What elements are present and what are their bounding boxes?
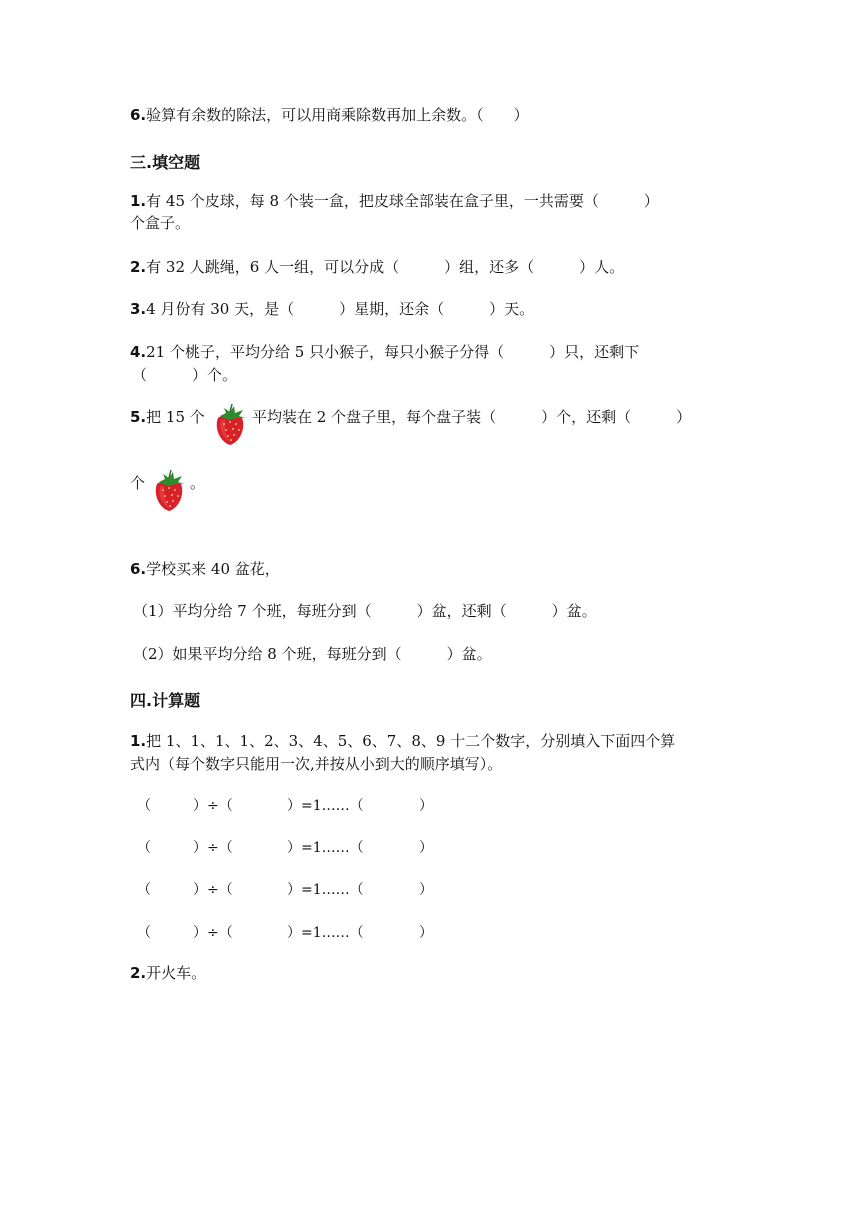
question-number: 2.: [130, 258, 147, 276]
fill-question-5-part1: [130, 406, 205, 428]
question-text: 学校买来 40 盆花，: [146, 560, 280, 578]
fill-question-5-part4: 。: [190, 474, 206, 492]
close-paren: ）: [419, 925, 433, 941]
question-number: 3.: [130, 300, 147, 318]
question-text: 4 月份有 30 天，是（ ）星期，还余（ ）天。: [146, 300, 535, 318]
equals-remainder: ）=1……（: [287, 925, 364, 941]
fill-question-6-sub-2: （2）如果平均分给 8 个班，每班分到（ ）盆。: [133, 645, 492, 663]
question-number: 1.: [130, 732, 147, 750]
fill-question-1: [130, 190, 659, 212]
equals-remainder: ）=1……（: [287, 798, 364, 814]
divide-sign: ）÷（: [193, 840, 233, 856]
equals-remainder: ）=1……（: [287, 882, 364, 898]
fill-question-6: [130, 558, 280, 580]
section-heading-fill: 三.填空题: [130, 153, 201, 172]
strawberry-icon: [151, 470, 187, 512]
fill-question-4-continued: （ ）个。: [132, 366, 238, 384]
strawberry-icon: [212, 404, 248, 446]
open-paren: （: [137, 925, 151, 941]
question-text: 有 32 人跳绳，6 人一组，可以分成（ ）组，还多（ ）人。: [146, 258, 625, 276]
close-paren: ）: [419, 882, 433, 898]
question-text: 验算有余数的除法，可以用商乘除数再加上余数。（ ）: [146, 106, 529, 124]
equals-remainder: ）=1……（: [287, 840, 364, 856]
section-heading-calc: 四.计算题: [130, 691, 201, 710]
open-paren: （: [137, 882, 151, 898]
close-paren: ）: [419, 840, 433, 856]
fill-question-2: [130, 256, 624, 278]
fill-question-6-sub-1: （1）平均分给 7 个班，每班分到（ ）盆，还剩（ ）盆。: [133, 602, 597, 620]
question-text: 开火车。: [146, 964, 207, 982]
divide-sign: ）÷（: [193, 925, 233, 941]
question-number: 5.: [130, 408, 147, 426]
question-number: 6.: [130, 560, 147, 578]
open-paren: （: [137, 798, 151, 814]
judge-question-6: [130, 104, 529, 126]
close-paren: ）: [419, 798, 433, 814]
question-text: 把 1、1、1、1、2、3、4、5、6、7、8、9 十二个数字，分别填入下面四个算: [146, 732, 676, 750]
calc-question-1-continued: 式内（每个数字只能用一次,并按从小到大的顺序填写）。: [130, 755, 503, 773]
question-number: 1.: [130, 192, 147, 210]
calc-question-1: [130, 730, 675, 752]
fill-question-3: [130, 298, 534, 320]
fill-question-1-continued: 个盒子。: [130, 214, 191, 232]
calc-question-2: [130, 962, 206, 984]
fill-question-5-part3: 个: [130, 474, 146, 492]
question-number: 6.: [130, 106, 147, 124]
divide-sign: ）÷（: [193, 882, 233, 898]
question-number: 2.: [130, 964, 147, 982]
fill-question-4: [130, 341, 639, 363]
question-text: 21 个桃子，平均分给 5 只小猴子，每只小猴子分得（ ）只，还剩下: [146, 343, 640, 361]
question-number: 4.: [130, 343, 147, 361]
open-paren: （: [137, 840, 151, 856]
question-text: 有 45 个皮球，每 8 个装一盒，把皮球全部装在盒子里，一共需要（ ）: [146, 192, 659, 210]
divide-sign: ）÷（: [193, 798, 233, 814]
fill-question-5-part2: 平均装在 2 个盘子里，每个盘子装（ ）个，还剩（ ）: [252, 408, 692, 426]
question-text: 把 15 个: [146, 408, 205, 426]
